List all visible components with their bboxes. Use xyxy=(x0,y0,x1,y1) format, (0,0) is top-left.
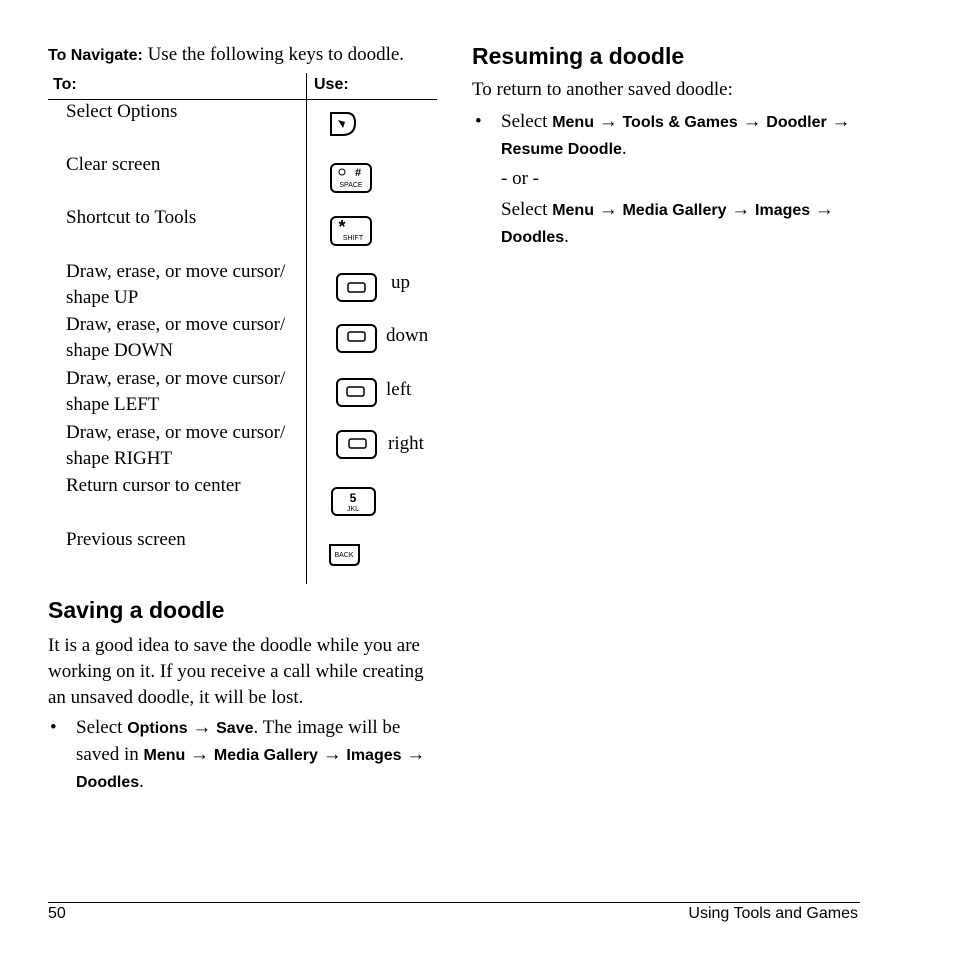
nav-key-icon xyxy=(336,378,378,408)
arrow: → xyxy=(731,199,751,220)
menu-item-tools-games: Tools & Games xyxy=(622,114,738,131)
bullet-icon: • xyxy=(475,111,482,132)
pound-space-key-icon xyxy=(330,163,372,193)
five-label: 5 xyxy=(349,491,357,505)
right-softkey-icon xyxy=(328,110,358,138)
arrow: → xyxy=(322,744,342,765)
menu-item-save: Save xyxy=(216,720,254,737)
resuming-intro: To return to another saved doodle: xyxy=(472,79,733,100)
resuming-heading: Resuming a doodle xyxy=(472,43,685,69)
arrow: → xyxy=(598,199,618,220)
table-row-clear-screen: Clear screen xyxy=(66,154,161,175)
arrow: → xyxy=(742,111,762,132)
arrow: → xyxy=(598,111,618,132)
table-row-shortcut-tools: Shortcut to Tools xyxy=(66,207,197,228)
back-label: BACK xyxy=(334,552,354,559)
navigate-text: Use the following keys to doodle. xyxy=(147,44,405,65)
menu-item-images: Images xyxy=(346,747,402,764)
table-row-previous-screen: Previous screen xyxy=(66,529,186,550)
bullet-text: . The image will be saved in xyxy=(76,717,401,765)
select-text: Select xyxy=(501,111,548,132)
arrow: → xyxy=(190,744,210,765)
navigate-label: To Navigate: xyxy=(48,47,143,64)
period: . xyxy=(564,226,569,247)
table-row-shape-right: Draw, erase, or move cursor/ shape RIGHT xyxy=(66,422,286,469)
or-separator: - or - xyxy=(501,168,539,189)
period: . xyxy=(621,138,627,159)
menu-item-doodles: Doodles xyxy=(76,774,140,791)
nav-key-icon xyxy=(336,273,378,303)
menu-item-menu: Menu xyxy=(552,202,594,219)
saving-heading: Saving a doodle xyxy=(48,597,225,623)
arrow: → xyxy=(192,717,212,738)
page-number: 50 xyxy=(48,905,66,922)
star-label: * xyxy=(338,217,346,237)
back-key-icon xyxy=(328,542,362,568)
key-text-down: down xyxy=(386,325,429,346)
saving-bullet xyxy=(50,715,441,796)
arrow: → xyxy=(831,111,851,132)
menu-item-doodler: Doodler xyxy=(766,114,827,131)
key-text-left: left xyxy=(386,379,412,400)
footer-section: Using Tools and Games xyxy=(688,905,858,922)
five-key-icon xyxy=(331,487,377,517)
bullet-icon: • xyxy=(50,717,57,738)
pound-label: # xyxy=(354,167,362,179)
menu-item-resume-doodle: Resume Doodle xyxy=(501,141,622,158)
period: . xyxy=(139,771,144,792)
resuming-line2 xyxy=(501,197,871,251)
arrow: → xyxy=(814,199,834,220)
arrow: → xyxy=(406,744,426,765)
table-column-rule xyxy=(306,73,307,584)
table-header-to: To: xyxy=(53,76,77,93)
resuming-bullet xyxy=(475,109,871,163)
star-shift-key-icon xyxy=(330,216,372,246)
menu-item-menu: Menu xyxy=(552,114,594,131)
table-row-return-center: Return cursor to center xyxy=(66,475,241,496)
navigate-line xyxy=(48,44,404,66)
menu-item-media-gallery: Media Gallery xyxy=(213,747,318,764)
jkl-label: JKL xyxy=(346,506,360,513)
menu-item-menu: Menu xyxy=(143,747,186,764)
nav-key-icon xyxy=(336,324,378,354)
table-row-shape-up: Draw, erase, or move cursor/ shape UP xyxy=(66,261,286,308)
menu-item-options: Options xyxy=(127,720,188,737)
key-text-right: right xyxy=(388,433,424,454)
space-label: SPACE xyxy=(339,182,363,189)
saving-paragraph: It is a good idea to save the doodle while you are working on it. If you receive a call while creating an unsaved doodle, it will be lost. xyxy=(48,635,424,708)
select-text: Select xyxy=(76,717,123,738)
footer-rule xyxy=(48,902,860,903)
table-row-select-options: Select Options xyxy=(66,101,178,122)
nav-key-icon xyxy=(336,430,378,460)
menu-item-images: Images xyxy=(755,202,811,219)
menu-item-doodles: Doodles xyxy=(501,229,565,246)
table-row-shape-down: Draw, erase, or move cursor/ shape DOWN xyxy=(66,314,286,361)
shift-label: SHIFT xyxy=(342,235,364,242)
table-header-use: Use: xyxy=(314,76,349,93)
table-row-shape-left: Draw, erase, or move cursor/ shape LEFT xyxy=(66,368,286,415)
menu-item-media-gallery: Media Gallery xyxy=(622,202,727,219)
key-text-up: up xyxy=(391,272,410,293)
select-text: Select xyxy=(501,199,548,220)
